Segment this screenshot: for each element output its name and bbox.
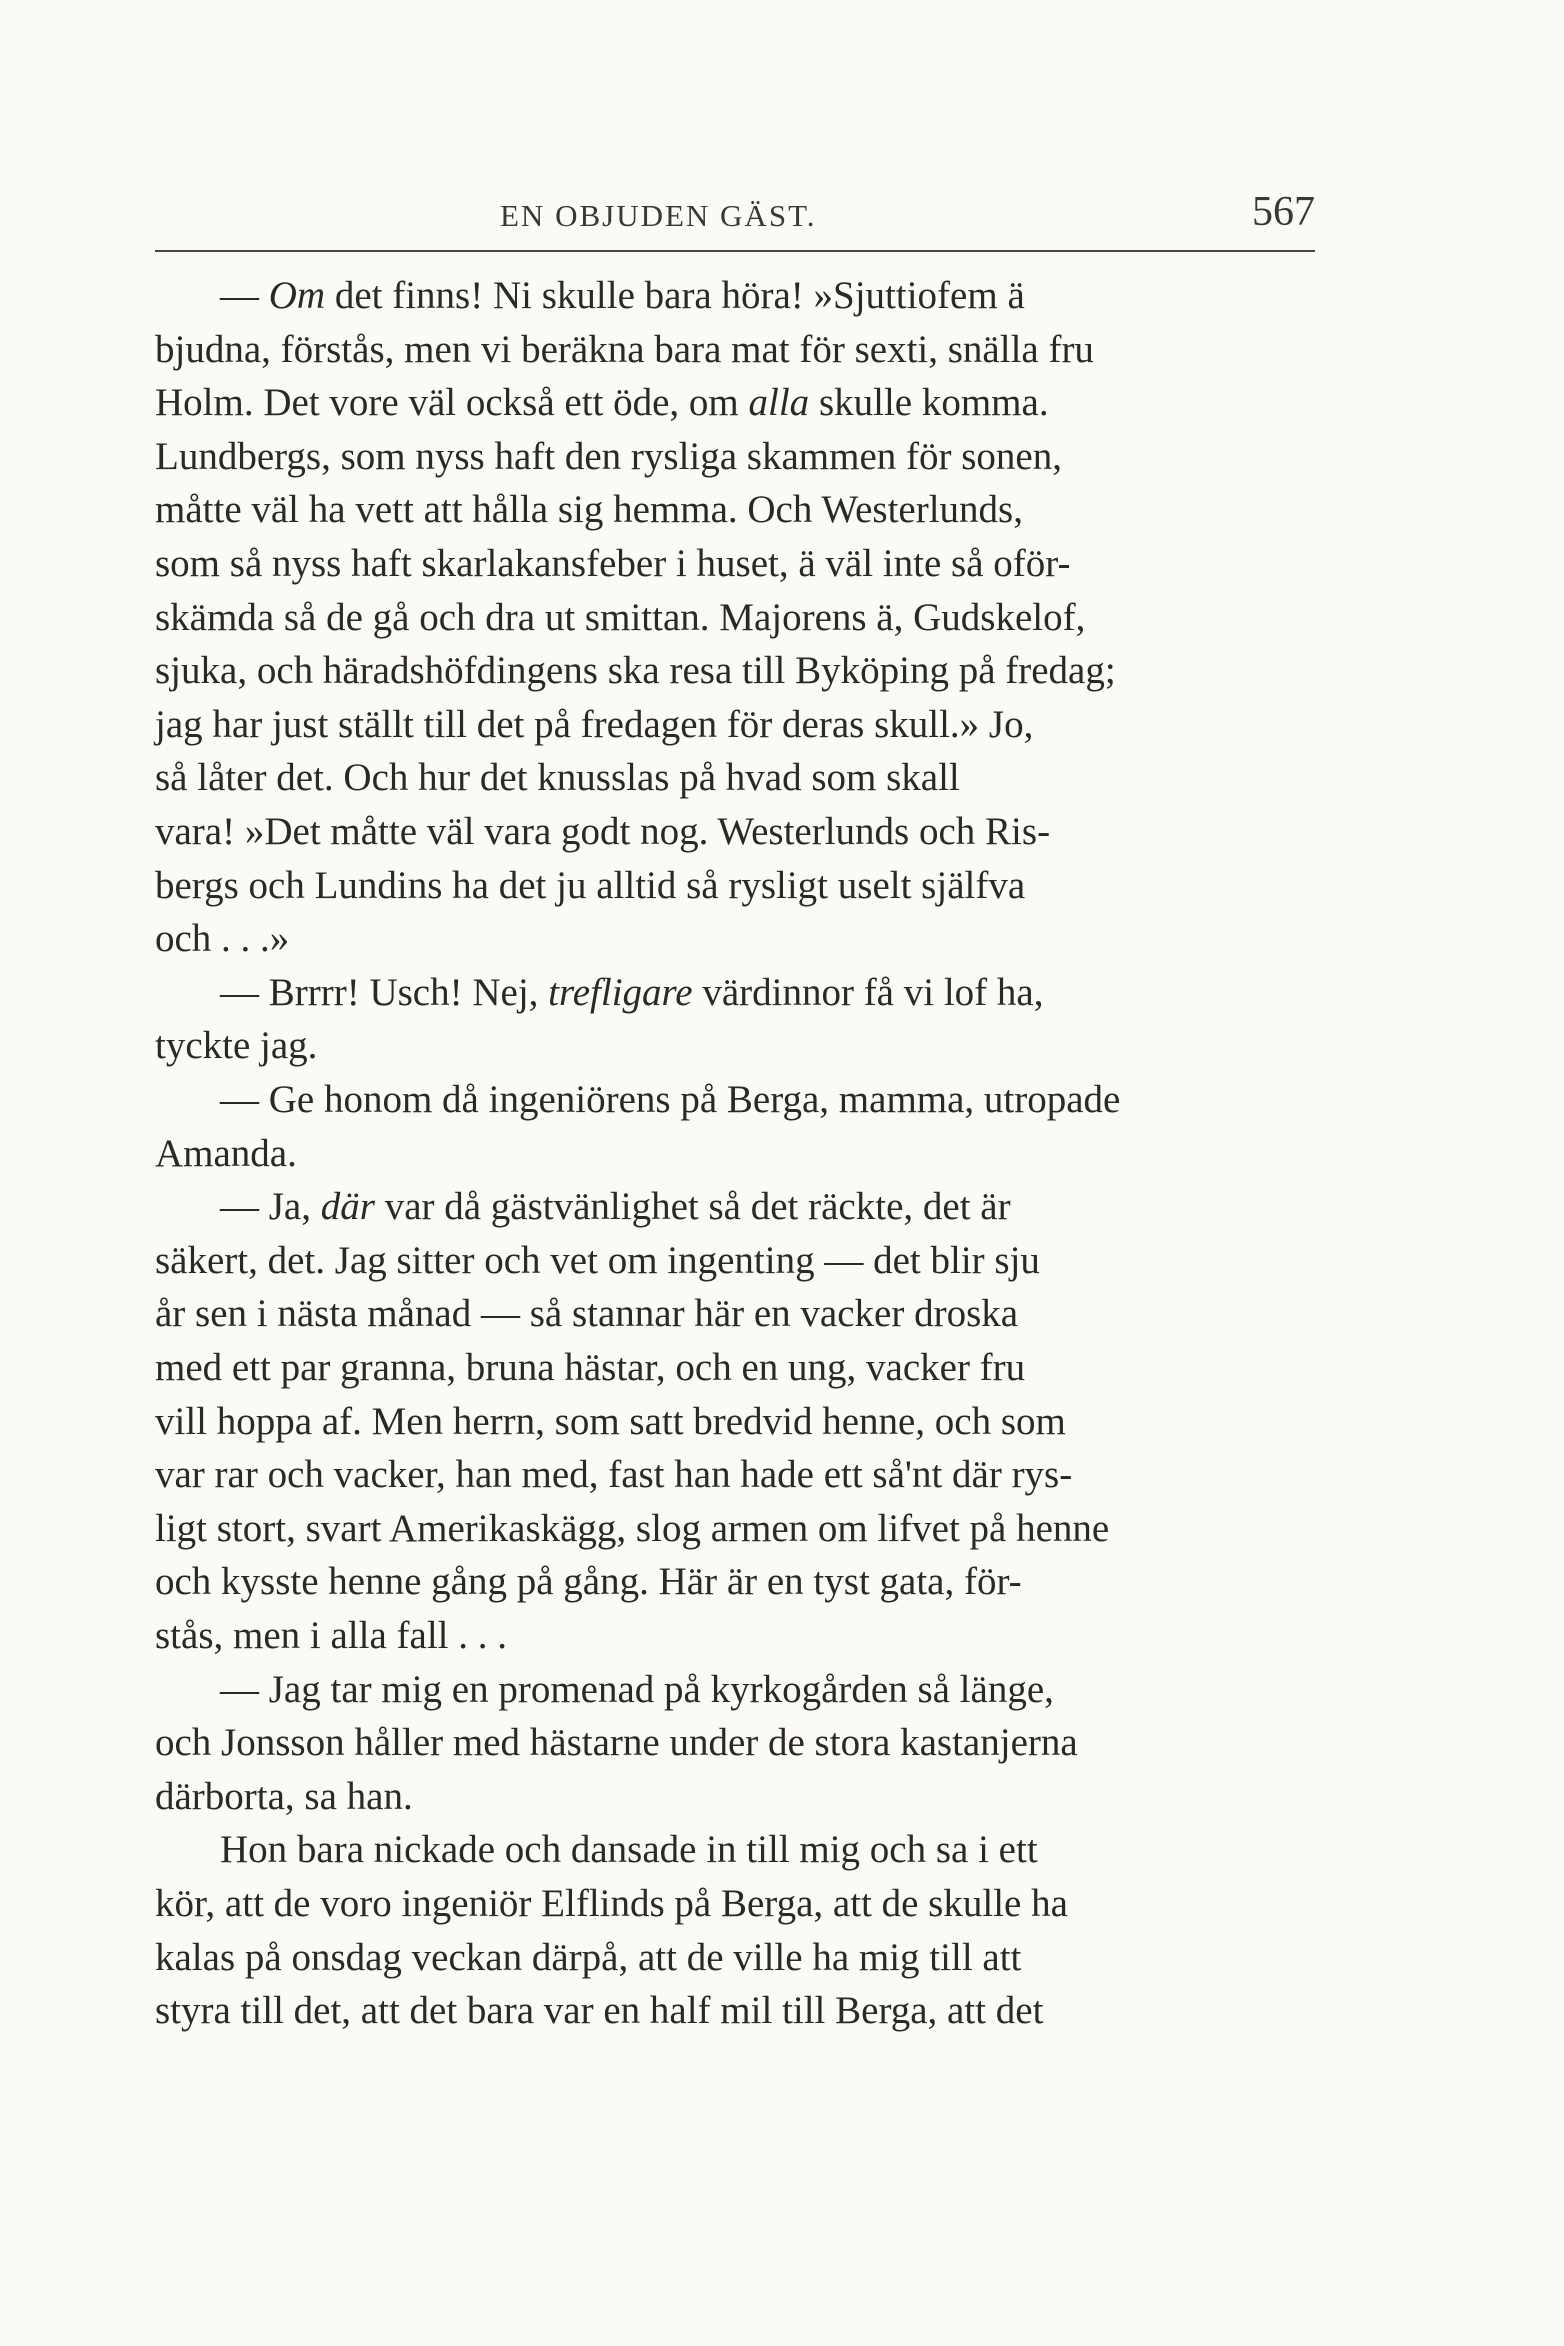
text-line: [155, 913, 1335, 965]
line-segment: var då gästvänlighet så det räckte, det är: [374, 1185, 1011, 1229]
text-line: [155, 1932, 1335, 1984]
line-segment: måtte väl ha vett att hålla sig hemma. Och Westerlunds,: [155, 488, 1023, 532]
header-rule: [155, 250, 1315, 252]
line-segment: och . . .»: [155, 917, 290, 961]
text-line: [155, 1503, 1335, 1555]
text-line: [155, 1288, 1335, 1340]
emphasized-word: trefligare: [548, 970, 693, 1014]
line-segment: var rar och vacker, han med, fast han hade ett så'nt där rys-: [155, 1453, 1073, 1497]
text-line: [155, 1020, 1335, 1072]
text-line: [155, 538, 1335, 590]
page-header: [155, 180, 1315, 250]
line-segment: med ett par granna, bruna hästar, och en ung, vacker fru: [155, 1346, 1026, 1389]
line-segment: ligt stort, svart Amerikaskägg, slog armen om lifvet på henne: [155, 1506, 1110, 1550]
line-segment: kalas på onsdag veckan därpå, att de ville ha mig till att: [155, 1935, 1022, 1979]
text-line: [155, 1878, 1335, 1930]
line-segment: Holm. Det vore väl också ett öde, om: [155, 381, 749, 425]
line-segment: säkert, det. Jag sitter och vet om ingenting — det blir sju: [155, 1238, 1040, 1282]
page-number: 567: [1252, 189, 1315, 235]
line-segment: kör, att de voro ingeniör Elflinds på Berga, att de skulle ha: [155, 1882, 1068, 1925]
text-line: [155, 1342, 1335, 1394]
text-line: [155, 645, 1335, 697]
running-title: EN OBJUDEN GÄST.: [500, 198, 817, 233]
line-segment: — Ja,: [220, 1185, 321, 1229]
line-segment: jag har just ställt till det på fredagen för deras skull.» Jo,: [155, 702, 1034, 746]
line-segment: år sen i nästa månad — så stannar här en vacker droska: [155, 1292, 1019, 1336]
text-line: [155, 1449, 1335, 1501]
text-line: [155, 1664, 1335, 1716]
text-line: [155, 1717, 1335, 1769]
line-segment: styra till det, att det bara var en half mil till Berga, att det: [155, 1989, 1044, 2033]
text-line: [155, 1610, 1335, 1662]
text-line: [155, 484, 1335, 536]
line-segment: bjudna, förstås, men vi beräkna bara mat för sexti, snälla fru: [155, 327, 1094, 371]
line-segment: — Ge honom då ingeniörens på Berga, mamma, utropade: [220, 1078, 1121, 1121]
line-segment: det finns! Ni skulle bara höra! »Sjuttiofem ä: [325, 274, 1025, 317]
line-segment: och Jonsson håller med hästarne under de stora kastanjerna: [155, 1721, 1078, 1765]
text-line: [155, 806, 1335, 858]
text-line: [155, 1074, 1335, 1126]
text-line: [155, 1985, 1335, 2037]
text-line: [155, 1771, 1335, 1823]
text-line: [155, 377, 1335, 429]
line-segment: Amanda.: [155, 1131, 297, 1175]
text-line: [155, 1181, 1335, 1233]
text-line: [155, 324, 1335, 376]
line-segment: värdinnor få vi lof ha,: [692, 970, 1044, 1014]
line-segment: vill hoppa af. Men herrn, som satt bredvid henne, och som: [155, 1399, 1066, 1443]
line-segment: skulle komma.: [809, 381, 1049, 425]
line-segment: —: [220, 274, 269, 317]
text-line: [155, 860, 1335, 912]
line-segment: Lundbergs, som nyss haft den rysliga skammen för sonen,: [155, 434, 1062, 478]
line-segment: bergs och Lundins ha det ju alltid så rysligt uselt själfva: [155, 863, 1026, 907]
line-segment: — Brrrr! Usch! Nej,: [220, 970, 549, 1014]
text-line: [155, 1235, 1335, 1287]
line-segment: sjuka, och häradshöfdingens ska resa till Byköping på fredag;: [155, 649, 1116, 693]
line-segment: vara! »Det måtte väl vara godt nog. Westerlunds och Ris-: [155, 810, 1051, 853]
line-segment: som så nyss haft skarlakansfeber i huset, ä väl inte så oför-: [155, 542, 1071, 585]
text-line: [155, 1396, 1335, 1448]
line-segment: tyckte jag.: [155, 1024, 318, 1068]
text-line: [155, 592, 1335, 644]
text-line: [155, 431, 1335, 483]
text-line: [155, 1824, 1335, 1876]
text-line: [155, 1556, 1335, 1608]
text-line: [155, 1128, 1335, 1180]
line-segment: så låter det. Och hur det knusslas på hvad som skall: [155, 756, 960, 800]
emphasized-word: alla: [748, 381, 810, 425]
line-segment: Hon bara nickade och dansade in till mig och sa i ett: [220, 1828, 1038, 1872]
line-segment: skämda så de gå och dra ut smittan. Majorens ä, Gudskelof,: [155, 595, 1086, 639]
emphasized-word: där: [320, 1185, 375, 1229]
text-line: [155, 699, 1335, 751]
text-line: [155, 967, 1335, 1019]
text-line: [155, 270, 1335, 322]
line-segment: och kysste henne gång på gång. Här är en tyst gata, för-: [155, 1560, 1022, 1604]
line-segment: — Jag tar mig en promenad på kyrkogården så länge,: [220, 1667, 1054, 1711]
emphasized-word: Om: [268, 274, 326, 317]
line-segment: stås, men i alla fall . . .: [155, 1614, 507, 1657]
text-line: [155, 752, 1335, 804]
line-segment: därborta, sa han.: [155, 1774, 413, 1818]
